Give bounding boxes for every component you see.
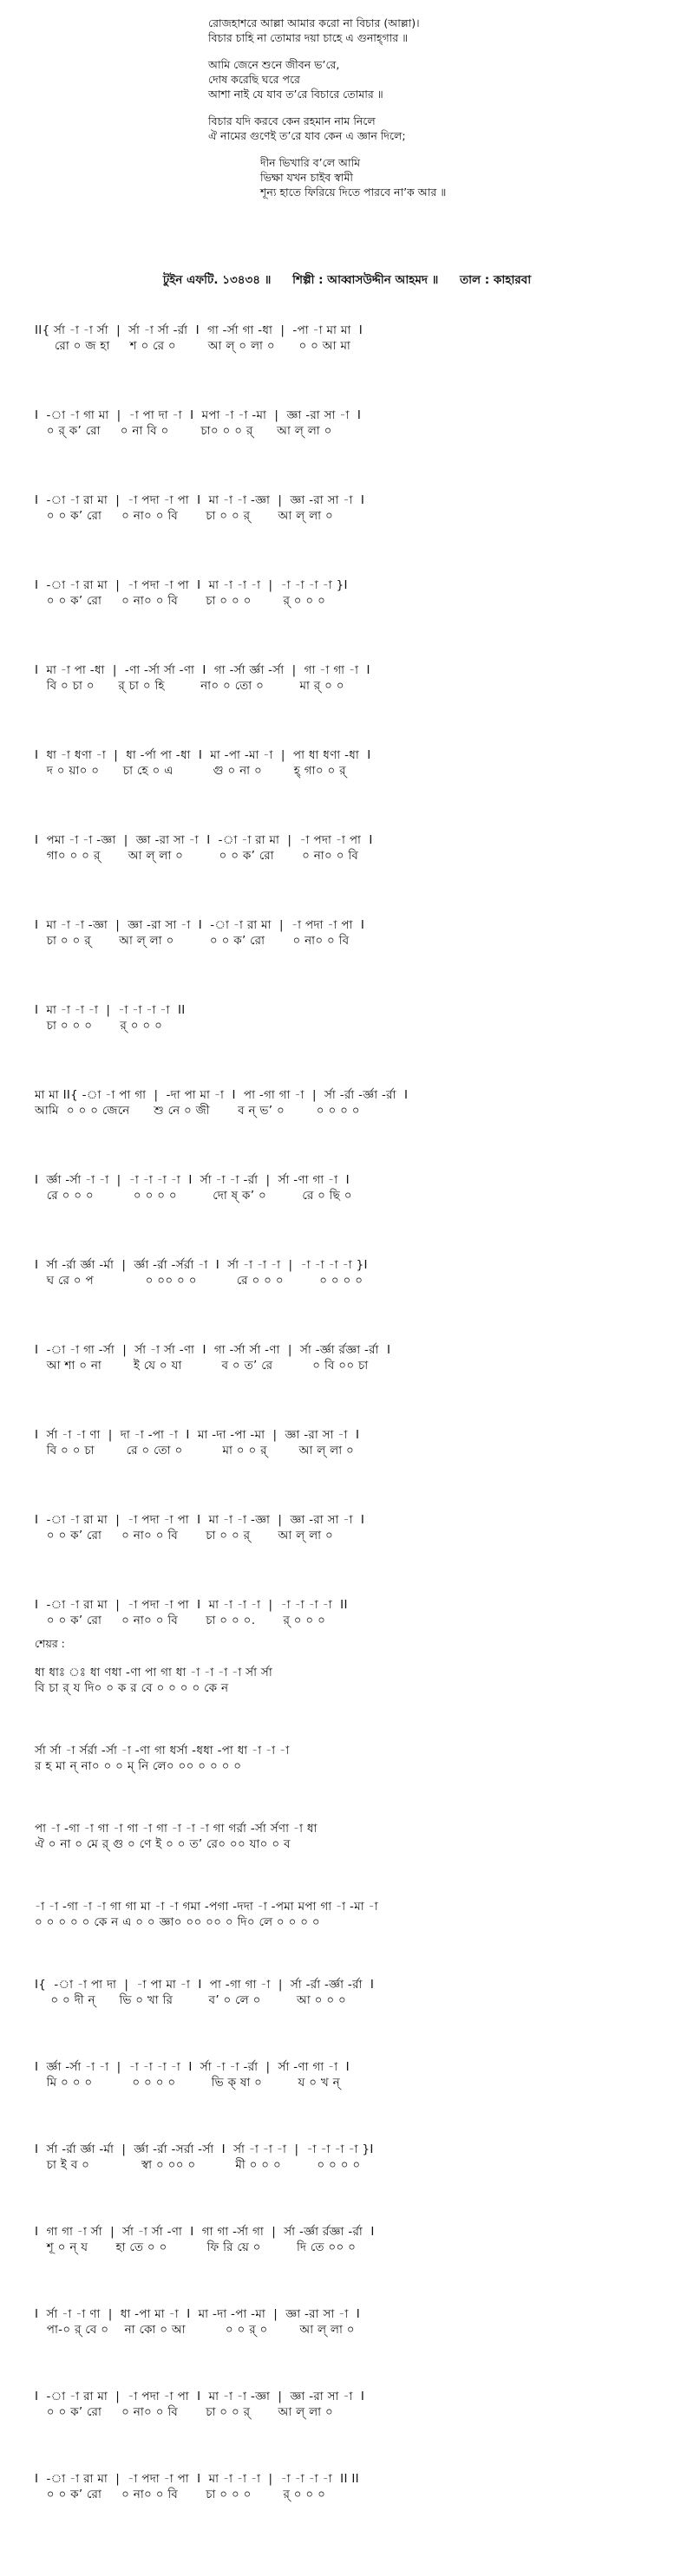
- syllable-line: ০ ০ ক’ রো ০ না০ ০ বি চা ০ ০ র্ আ ল্ লা ০: [35, 1529, 334, 1542]
- syllable-line: ঐ ০ না ০ মে র্ গু ০ ণে ই ০ ০ ত’ রে০ ০০ যা০ ০ ব: [35, 1837, 291, 1851]
- syllable-line: আমি ০ ০ ০ জেনে শু নে ০ জী ব ন্ ভ’ ০ ০ ০ ০ ০: [35, 1104, 360, 1118]
- swar-line: I -া -া রা মা | -া পদা -া পা I মা -া -া -জ্ঞা | জ্ঞা -রা সা -া I: [35, 493, 365, 507]
- record-info: [0, 271, 694, 290]
- notation-row: [35, 1977, 677, 2008]
- lyric-line: ভিক্ষা যখন চাইব স্বামী: [260, 171, 354, 184]
- swar-line: I মা -া পা -ধা | -ণা -র্সা র্সা -ণা I গা -র্সা র্জ্ঞা -র্সা | গা -া গা -া I: [35, 663, 370, 677]
- lyric-line: আশা নাই যে যাব ত’রে বিচারে তোমার ॥: [208, 88, 383, 101]
- lyric-line: ঐ নামের গুণেই ত’রে যাব কেন এ জ্ঞান দিলে;: [208, 129, 406, 142]
- syllable-line: ০ ০ ক’ রো ০ না০ ০ বি চা ০ ০ ০. র্ ০ ০ ০: [35, 1614, 326, 1627]
- notation-row: [35, 1342, 677, 1373]
- notation-row: [35, 917, 677, 949]
- syllable-line: চা ০ ০ ০ র্ ০ ০ ০: [35, 1019, 163, 1033]
- swar-line: I -া -া রা মা | -া পদা -া পা I মা -া -া -জ্ঞা | জ্ঞা -রা সা -া I: [35, 1513, 365, 1527]
- syllable-line: ০ ০ ক’ রো ০ না০ ০ বি চা ০ ০ ০ র্ ০ ০ ০: [35, 2488, 326, 2501]
- notation-row: [35, 2306, 677, 2338]
- syllable-line: চা ০ ০ র্ আ ল্ লা ০ ০ ০ ক’ রো ০ না০ ০ বি: [35, 934, 350, 948]
- notation-row: [35, 1665, 677, 1696]
- notation-row: [35, 1002, 677, 1034]
- notation-row: [35, 2471, 677, 2502]
- notation-row: [35, 323, 677, 354]
- swar-line: I -া -া রা মা | -া পদা -া পা I মা -া -া -া | -া -া -া -া }I: [35, 578, 348, 592]
- swar-line: I র্সা -র্রা র্জ্ঞা -র্মা | র্জ্ঞা -র্রা -র্সর্রা -া I র্সা -া -া -া | -া -া -া -া }I: [35, 1258, 368, 1272]
- record-number: টুইন এফটি. ১৩৪৩৪ ॥: [162, 273, 272, 287]
- swar-line: I মা -া -া -া | -া -া -া -া II: [35, 1003, 186, 1017]
- notation-row: [35, 2224, 677, 2255]
- syllable-line: ০ ০ ক’ রো ০ না০ ০ বি চা ০ ০ ০ র্ ০ ০ ০: [35, 594, 326, 608]
- swar-line: I -া -া রা মা | -া পদা -া পা I মা -া -া -জ্ঞা | জ্ঞা -রা সা -া I: [35, 2390, 365, 2403]
- notation-row: [35, 408, 677, 439]
- tal-name: তাল : কাহারবা: [459, 273, 532, 287]
- notation-row: [35, 577, 677, 609]
- lyric-line: রোজহাশরে আল্লা আমার করো না বিচার (আল্লা)।: [208, 16, 420, 29]
- swar-line: I{ -া -া পা দা | -া পা মা -া I পা -গা গা -া | র্সা -র্রা -র্জ্ঞা -র্রা I: [35, 1978, 375, 1992]
- swar-line: I র্সা -া -া ণা | ধা -পা মা -া I মা -দা -পা -মা | জ্ঞা -রা সা -া I: [35, 2307, 361, 2321]
- notation-row: [35, 1427, 677, 1458]
- swar-line: র্সা র্সা -া র্সর্রা -র্সা -া -ণা গা ধর্সা -ধধা -পা ধা -া -া -া: [35, 1744, 290, 1758]
- lyric-line: দীন ভিখারি ব’লে আমি: [260, 156, 361, 169]
- swar-line: I -া -া গা -র্সা | র্সা -া র্সা -ণা I গা -র্সা র্সা -ণা | র্সা -র্জ্ঞা র্রজ্ঞা -র্রা I: [35, 1343, 391, 1357]
- notation-row: [35, 1257, 677, 1288]
- swar-line: I র্জ্ঞা -র্সা -া -া | -া -া -া -া I র্সা -া -া -র্রা | র্সা -ণা গা -া I: [35, 2060, 350, 2074]
- notation-row: [35, 2142, 677, 2173]
- syllable-line: ০ র্ ক’ রো ০ না বি ০ চা০ ০ ০ র্ আ ল্ লা ০: [35, 424, 332, 438]
- syllable-line: ০ ০ ক’ রো ০ না০ ০ বি চা ০ ০ র্ আ ল্ লা ০: [35, 509, 334, 523]
- syllable-line: ০ ০ দী ন্ ভি ০ খা রি ব’ ০ লে ০ আ ০ ০ ০: [35, 1993, 347, 2007]
- notation-row: [35, 2059, 677, 2090]
- lyrics-block: [0, 16, 694, 212]
- swar-line: I মা -া -া -জ্ঞা | জ্ঞা -রা সা -া I -া -া রা মা | -া পদা -া পা I: [35, 918, 365, 932]
- swar-line: I -া -া গা মা | -া পা দা -া I মপা -া -া -মা | জ্ঞা -রা সা -া I: [35, 408, 362, 422]
- syllable-line: র হ মা ন্ না০ ০ ০ ম্ নি লে০ ০০ ০ ০ ০ ০: [35, 1759, 242, 1773]
- artist-name: শিল্পী : আব্বাসউদ্দীন আহমদ ॥: [292, 273, 439, 287]
- notation-row: [35, 2389, 677, 2420]
- syllable-line: রো ০ জ হা শ ০ রে ০ আ ল্ ০ লা ০ ০ ০ আ মা: [35, 339, 351, 353]
- swar-line: -া -া -গা -া -া গা গা মা -া -া গমা -পগা -দদা -া -পমা মপা গা -া -মা -া: [35, 1900, 378, 1914]
- syllable-line: দ ০ য়া০ ০ চা হে ০ এ গু ০ না ০ হ্ গা০ ০ র্: [35, 764, 346, 778]
- swar-line: I র্সা -া -া ণা | দা -া -পা -া I মা -দা -পা -মা | জ্ঞা -রা সা -া I: [35, 1428, 360, 1442]
- syllable-line: গা০ ০ ০ র্ আ ল্ লা ০ ০ ০ ক’ রো ০ না০ ০ বি: [35, 849, 359, 863]
- notation-row: [35, 1821, 677, 1852]
- swar-line: I -া -া রা মা | -া পদা -া পা I মা -া -া -া | -া -া -া -া II: [35, 1598, 348, 1612]
- syllable-line: বি ০ ০ চা রে ০ তো ০ মা ০ ০ র্ আ ল্ লা ০: [35, 1444, 355, 1458]
- syllable-line: বি চা র্ য দি০ ০ ক র বে ০ ০ ০ ০ কে ন: [35, 1681, 229, 1695]
- syllable-line: রে ০ ০ ০ ০ ০ ০ ০ দো ষ্ ক’ ০ রে ০ ছি ০: [35, 1189, 352, 1203]
- swar-line: II{ র্সা -া -া র্সা | র্সা -া র্সা -র্রা I গা -র্সা গা -ধা | -পা -া মা মা I: [35, 323, 363, 337]
- notation-row: [35, 1899, 677, 1930]
- lyric-line: বিচার যদি করবে কেন রহমান নাম নিলে: [208, 114, 376, 127]
- notation-row: [35, 747, 677, 779]
- notation-row: [35, 1512, 677, 1543]
- notation-row: [35, 1172, 677, 1203]
- notation-row: [35, 832, 677, 864]
- syllable-line: ঘ রে ০ প ০ ০০ ০ ০ রে ০ ০ ০ ০ ০ ০ ০: [35, 1274, 363, 1288]
- lyric-line: শূন্য হাতে ফিরিয়ে দিতে পারবে না’ক আর ॥: [260, 186, 447, 199]
- notation-row: [35, 1743, 677, 1774]
- notation-row: [35, 492, 677, 524]
- sheyor-label: শেয়র :: [35, 1637, 65, 1650]
- swar-line: পা -া -গা -া গা -া গা -া গা -া -া -া গা গর্রা -র্সা র্সণা -া ধা: [35, 1822, 318, 1836]
- swar-line: ধা ধাঃ ঃ ধা ণধা -ণা পা গা ধা -া -া -া -া র্সা র্সা: [35, 1666, 273, 1679]
- swar-line: I পমা -া -া -জ্ঞা | জ্ঞা -রা সা -া I -া -া রা মা | -া পদা -া পা I: [35, 833, 373, 847]
- notation-row: [35, 1087, 677, 1118]
- syllable-line: চা ই ব ০ স্বা ০ ০০ ০ মী ০ ০ ০ ০ ০ ০ ০: [35, 2158, 361, 2172]
- syllable-line: শূ ০ ন্ য হা তে ০ ০ ফি রি য়ে ০ দি তে ০০ ০: [35, 2240, 357, 2254]
- swar-line: I গা গা -া র্সা | র্সা -া র্সা -ণা I গা গা -র্সা গা | র্সা -র্জ্ঞা র্রজ্ঞা -র্রা I: [35, 2225, 375, 2239]
- syllable-line: বি ০ চা ০ র্ চা ০ হি না০ ০ তো ০ মা র্ ০ ০: [35, 679, 344, 693]
- syllable-line: আ শা ০ না ই যে ০ যা ব ০ ত’ রে ০ বি ০০ চা: [35, 1359, 369, 1373]
- notation-row: [35, 662, 677, 694]
- swar-line: I র্সা -র্রা র্জ্ঞা -র্মা | র্জ্ঞা -র্রা -সর্রা -র্সা I র্সা -া -া -া | -া -া -া -া }I: [35, 2142, 374, 2156]
- syllable-line: ০ ০ ০ ০ ০ কে ন এ ০ ০ জ্ঞা০ ০০ ০০ ০ দি০ লে ০ ০ ০ ০: [35, 1915, 321, 1929]
- syllable-line: মি ০ ০ ০ ০ ০ ০ ০ ভি ক্ ষা ০ য ০ খ ন্: [35, 2076, 341, 2090]
- syllable-line: পা-০ র্ বে ০ না কো ০ আ ০ ০ র্ ০ আ ল্ লা ০: [35, 2323, 355, 2337]
- syllable-line: ০ ০ ক’ রো ০ না০ ০ বি চা ০ ০ র্ আ ল্ লা ০: [35, 2405, 334, 2419]
- swar-line: I ধা -া ধণা -া | ধা -র্পা পা -ধা I মা -পা -মা -া | পা ধা ধণা -ধা I: [35, 748, 371, 762]
- notation-row: [35, 1597, 677, 1628]
- lyric-line: দোষ করেছি ঘরে পরে: [208, 73, 300, 86]
- swar-line: I -া -া রা মা | -া পদা -া পা I মা -া -া -া | -া -া -া -া II II: [35, 2472, 359, 2486]
- lyric-line: বিচার চাহি না তোমার দয়া চাহে এ গুনাহ্‌গার ॥: [208, 31, 409, 44]
- swar-line: মা মা II{ -া -া পা গা | -দা পা মা -া I পা -গা গা -া | র্সা -র্রা -র্জ্ঞা -র্রা I: [35, 1088, 409, 1102]
- swar-line: I র্জ্ঞা -র্সা -া -া | -া -া -া -া I র্সা -া -া -র্রা | র্সা -ণা গা -া I: [35, 1173, 350, 1187]
- lyric-line: আমি জেনে শুনে জীবন ভ’রে,: [208, 58, 340, 71]
